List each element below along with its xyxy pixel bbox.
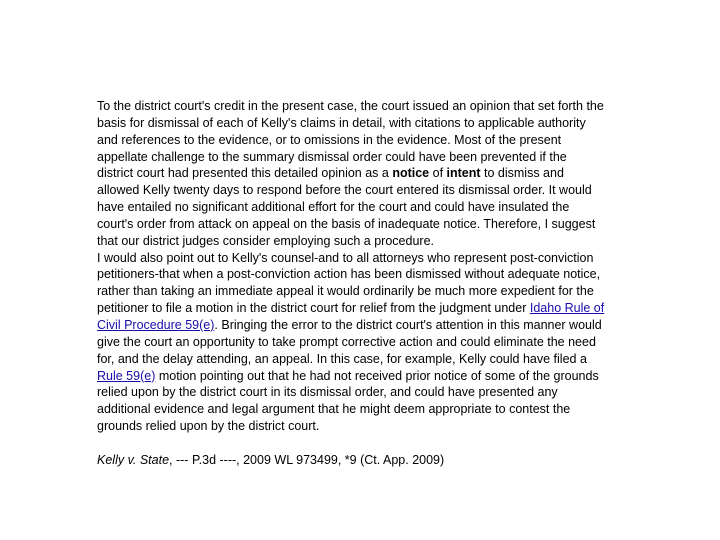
rule-59e-link[interactable]: Rule 59(e) bbox=[97, 368, 156, 383]
paragraph-2-text-b: . Bringing the error to the district court's attention in this manner would give the court an opportunity to take prompt corrective action and could eliminate the need for, and the delay attending, an appeal. In this case, for example, Kelly could have filed a bbox=[97, 317, 602, 366]
citation-details: , --- P.3d ----, 2009 WL 973499, *9 (Ct. App. 2009) bbox=[169, 452, 445, 467]
document-body bbox=[97, 98, 605, 469]
paragraph-1-of: of bbox=[429, 166, 447, 181]
paragraph-2-text-c: motion pointing out that he had not received prior notice of some of the grounds relied upon by the district court in its dismissal order, and could have presented any additional evidence and legal argument that he might deem appropriate to contest the grounds relied upon by the district court. bbox=[97, 368, 599, 434]
idaho-rule-59e-link[interactable]: Idaho Rule of Civil Procedure 59(e) bbox=[97, 301, 605, 332]
paragraph-2-text-a: I would also point out to Kelly's counsel-and to all attorneys who represent post-conviction petitioners-that when a post-conviction action has been dismissed without adequate notice, rather than taking an immediate appeal it would ordinarily be much more expedient for the petitioner to file a motion in the district court for relief from the judgment under bbox=[97, 250, 601, 316]
paragraph-1 bbox=[97, 98, 605, 250]
case-name: Kelly v. State bbox=[97, 452, 170, 467]
bold-intent: intent bbox=[446, 166, 481, 181]
paragraph-1-text-b: to dismiss and allowed Kelly twenty days to respond before the court entered its dismissal order. It would have entailed no significant additional effort for the court and could have insulated the court's order from attack on appeal on the basis of inadequate notice. Therefore, I suggest that our district judges consider employing such a procedure. bbox=[97, 166, 596, 248]
case-citation bbox=[97, 452, 605, 469]
bold-notice: notice bbox=[392, 166, 430, 181]
paragraph-2 bbox=[97, 250, 605, 435]
paragraph-1-text-a: To the district court's credit in the present case, the court issued an opinion that set forth the basis for dismissal of each of Kelly's claims in detail, with citations to applicable authority and references to the evidence, or to omissions in the evidence. Most of the present appellate challenge to the summary dismissal order could have been prevented if the district court had presented this detailed opinion as a bbox=[97, 99, 604, 181]
